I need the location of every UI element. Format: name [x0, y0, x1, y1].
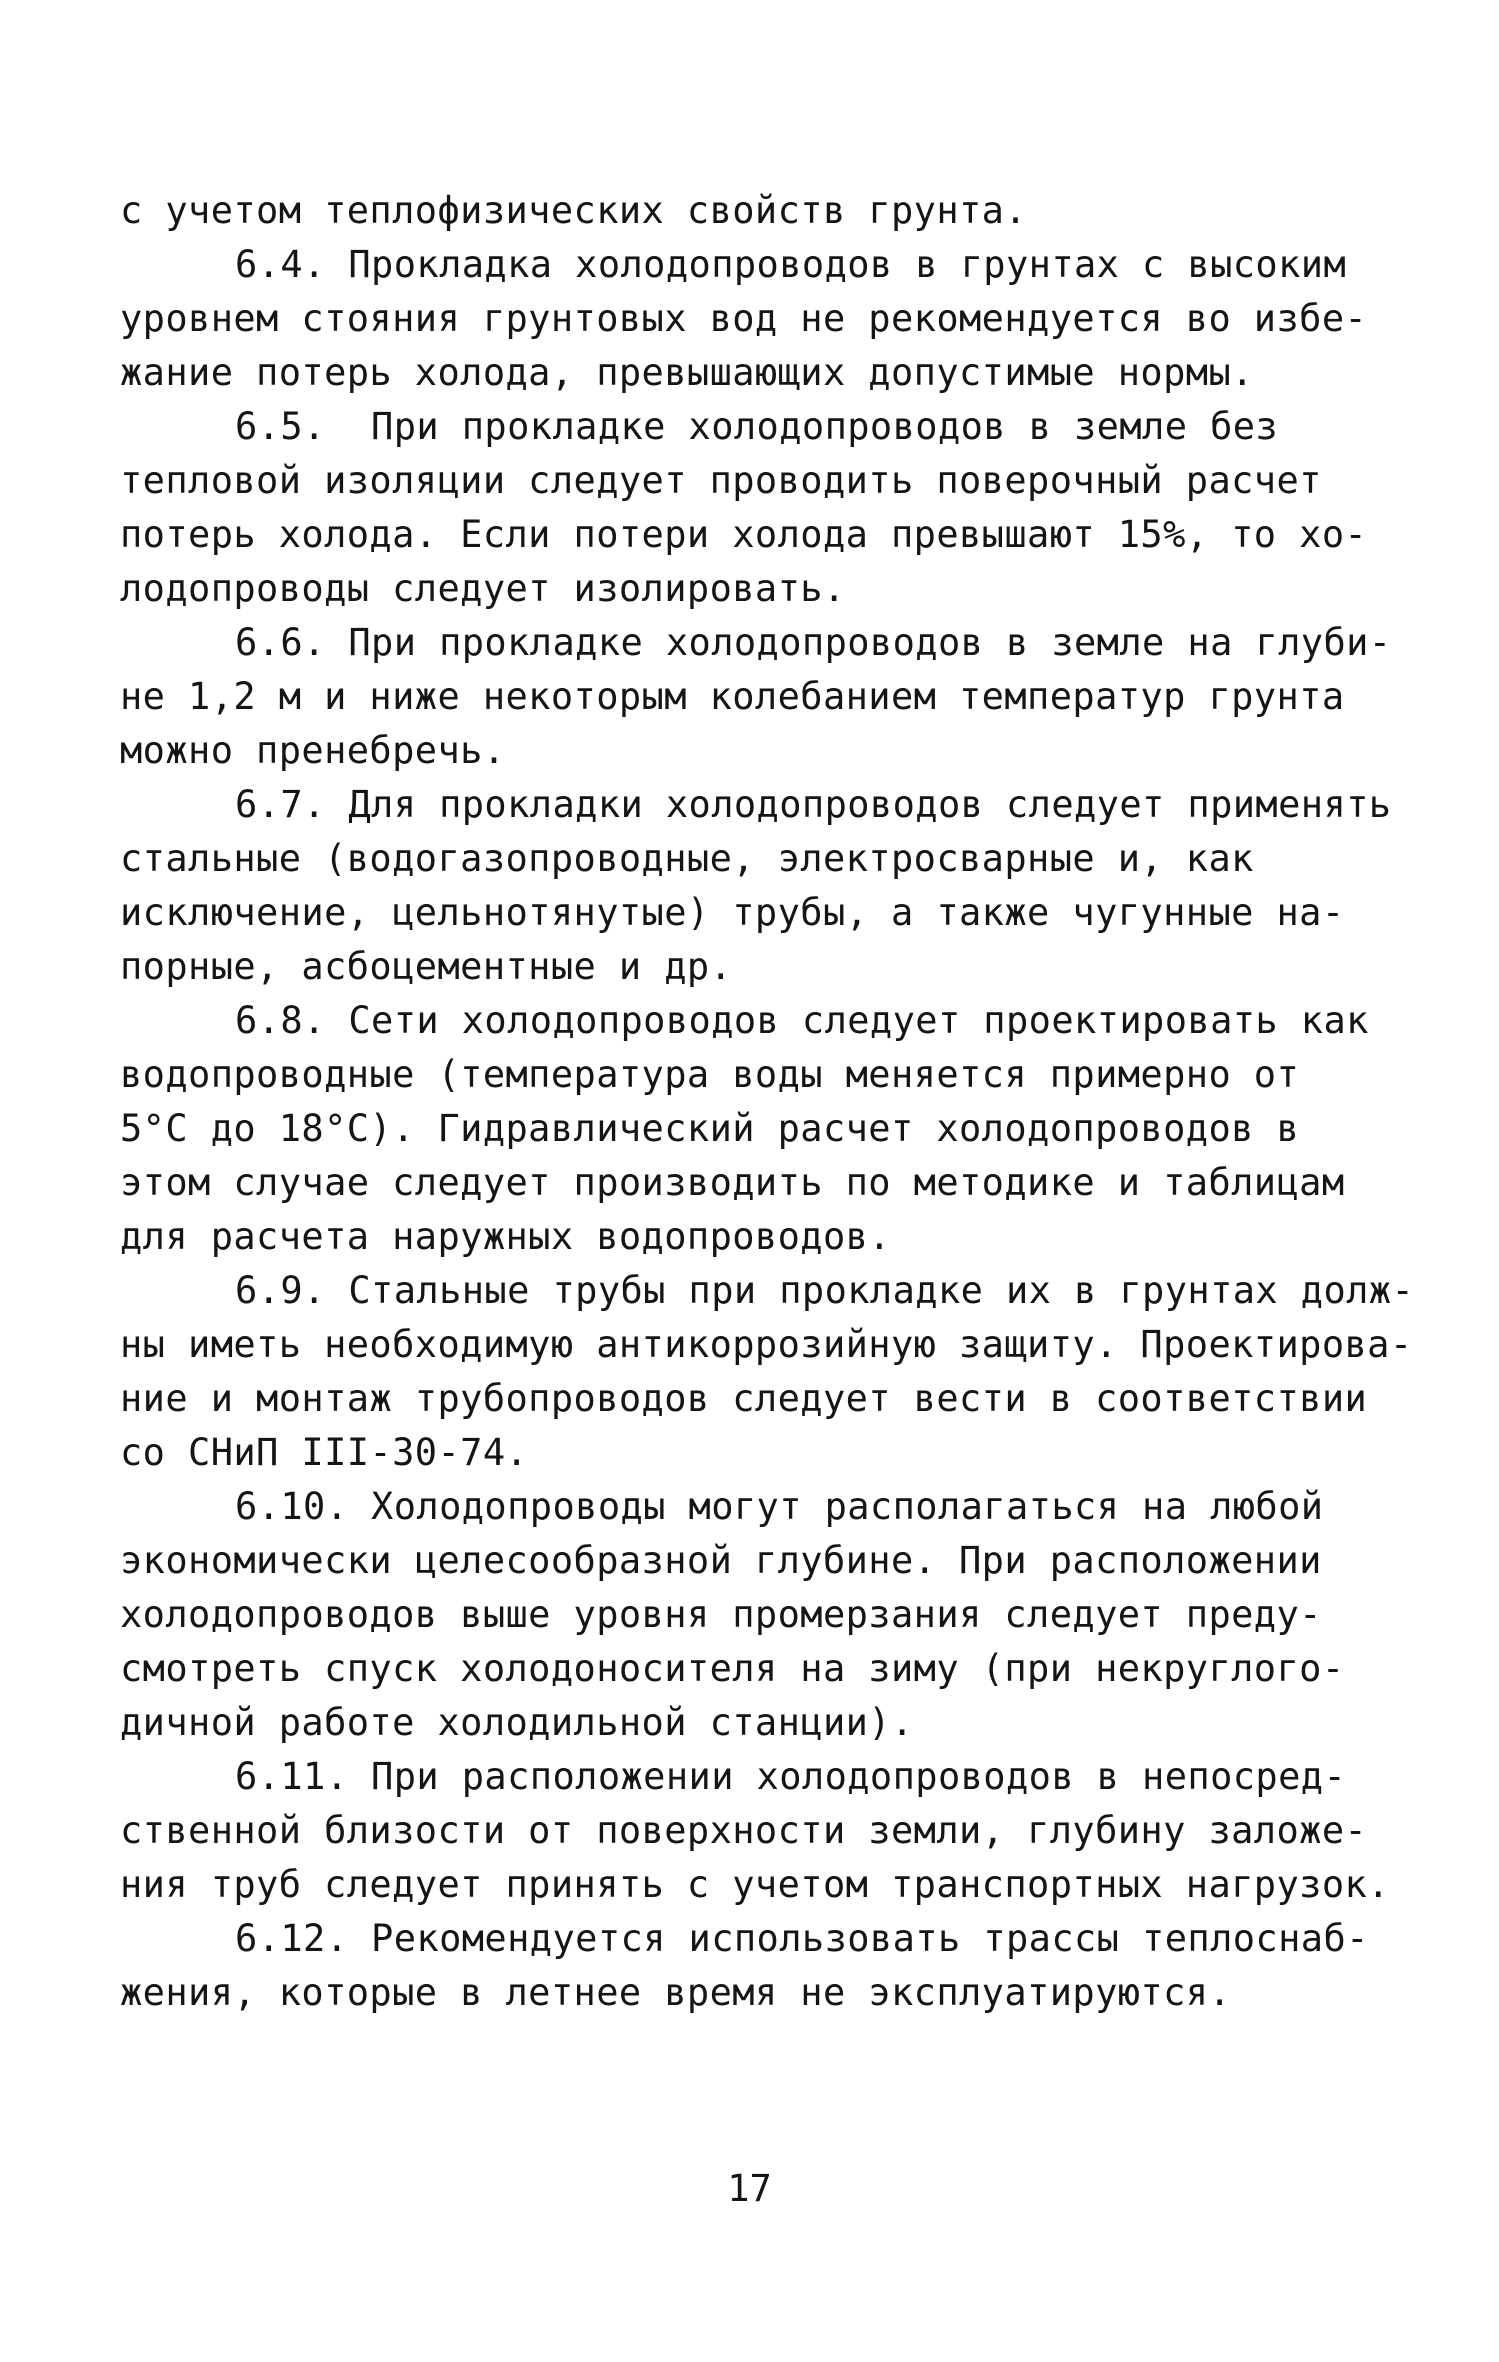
text-line: потерь холода. Если потери холода превышают 15%, то хо-: [120, 513, 1368, 556]
paragraph-6-6-start: 6.6. При прокладке холодопроводов в земле на глуби-: [235, 621, 1392, 664]
paragraph-6-7-start: 6.7. Для прокладки холодопроводов следует применять: [235, 783, 1392, 826]
text-line: ния труб следует принять с учетом транспортных нагрузок.: [120, 1863, 1390, 1906]
paragraph-6-10-start: 6.10. Холодопроводы могут располагаться на любой: [235, 1485, 1324, 1528]
text-line: ственной близости от поверхности земли, глубину заложе-: [120, 1809, 1368, 1852]
text-line: со СНиП III-30-74.: [120, 1431, 529, 1474]
text-line: с учетом теплофизических свойств грунта.: [120, 189, 1028, 232]
text-line: для расчета наружных водопроводов.: [120, 1215, 891, 1258]
paragraph-6-11-start: 6.11. При расположении холодопроводов в непосред-: [235, 1755, 1347, 1798]
text-line: лодопроводы следует изолировать.: [120, 567, 846, 610]
text-line: не 1,2 м и ниже некоторым колебанием температур грунта: [120, 675, 1345, 718]
paragraph-6-12-start: 6.12. Рекомендуется использовать трассы теплоснаб-: [235, 1917, 1369, 1960]
text-line: жения, которые в летнее время не эксплуатируются.: [120, 1971, 1232, 2014]
text-line: водопроводные (температура воды меняется примерно от: [120, 1053, 1300, 1096]
text-line: можно пренебречь.: [120, 729, 506, 772]
text-line: 5°С до 18°С). Гидравлический расчет холодопроводов в: [120, 1107, 1300, 1150]
text-line: ны иметь необходимую антикоррозийную защиту. Проектирова-: [120, 1323, 1413, 1366]
paragraph-6-5-start: 6.5. При прокладке холодопроводов в земле без: [235, 405, 1279, 448]
text-line: холодопроводов выше уровня промерзания следует преду-: [120, 1593, 1322, 1636]
text-line: тепловой изоляции следует проводить поверочный расчет: [120, 459, 1322, 502]
text-line: ние и монтаж трубопроводов следует вести в соответствии: [120, 1377, 1368, 1420]
paragraph-6-9-start: 6.9. Стальные трубы при прокладке их в грунтах долж-: [235, 1269, 1415, 1312]
page-number: 17: [727, 2167, 772, 2210]
text-line: жание потерь холода, превышающих допустимые нормы.: [120, 351, 1254, 394]
text-line: порные, асбоцементные и др.: [120, 945, 733, 988]
text-line: уровнем стояния грунтовых вод не рекомендуется во избе-: [120, 297, 1368, 340]
paragraph-6-8-start: 6.8. Сети холодопроводов следует проектировать как: [235, 999, 1369, 1042]
text-line: смотреть спуск холодоносителя на зиму (при некруглого-: [120, 1647, 1345, 1690]
text-line: дичной работе холодильной станции).: [120, 1701, 914, 1744]
text-line: стальные (водогазопроводные, электросварные и, как: [120, 837, 1254, 880]
text-line: этом случае следует производить по методике и таблицам: [120, 1161, 1345, 1204]
text-line: исключение, цельнотянутые) трубы, а также чугунные на-: [120, 891, 1345, 934]
text-line: экономически целесообразной глубине. При расположении: [120, 1539, 1322, 1582]
paragraph-6-4-start: 6.4. Прокладка холодопроводов в грунтах с высоким: [235, 243, 1347, 286]
